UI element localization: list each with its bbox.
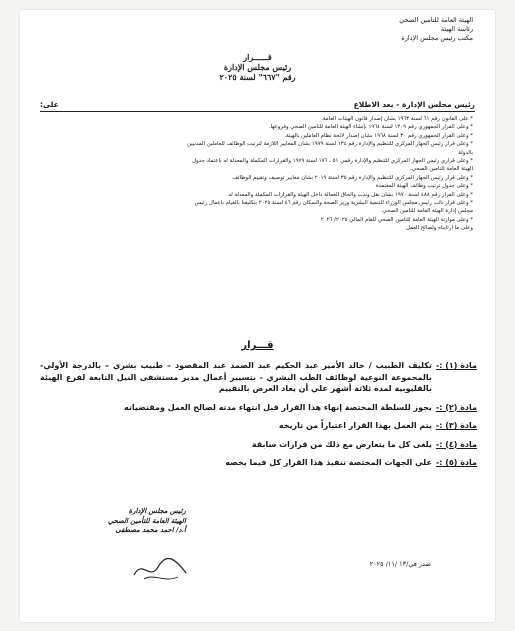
title-issuer: رئيس مجلس الإدارة bbox=[223, 62, 292, 72]
preamble-item: * وعلى جدول ترتيب وظائف الهيئة المعتمدة bbox=[375, 183, 473, 190]
article-label: مادة (٣) :- bbox=[435, 421, 477, 430]
preamble-heading-tail: على: bbox=[40, 100, 59, 109]
letterhead bbox=[399, 16, 473, 43]
article-2 bbox=[40, 402, 477, 414]
document-page bbox=[20, 10, 495, 622]
preamble-item: * وعلى موازنة الهيئة العامة للتأمين الصحي للعام المالي ٢٠٢٥/ ٢٠٢٦ bbox=[320, 216, 473, 223]
article-text: يتم العمل بهذا القرار اعتباراً من تاريخه bbox=[278, 421, 432, 430]
preamble-item: وعلى ما ارتأيناه ولصالح العمل bbox=[406, 225, 473, 232]
article-1 bbox=[40, 360, 477, 395]
article-5 bbox=[40, 457, 477, 469]
article-label: مادة (٥) :- bbox=[435, 458, 477, 467]
preamble-item: * على القانون رقم ٦١ لسنة ١٩٦٣ بشأن إصدار قانون الهيئات العامة. bbox=[321, 116, 473, 122]
handwritten-signature-mark bbox=[130, 555, 190, 585]
preamble-heading-main: رئيس مجلس الإدارة - بعد الاطلاع bbox=[353, 100, 475, 109]
article-text: يجوز للسلطة المختصة إنهاء هذا القرار قبل انتهاء مدته لصالح العمل ومقتضياته bbox=[123, 402, 432, 412]
decree-heading: قـــرار bbox=[241, 340, 274, 351]
article-4 bbox=[40, 439, 477, 451]
signature-name: أ.د/ احمد محمد مصطفى bbox=[115, 526, 186, 534]
article-3 bbox=[40, 420, 477, 432]
letterhead-line-2: رئاسة الهيئة bbox=[440, 25, 473, 33]
preamble-item: * وعلى القرار الجمهوري رقم ١٢٠٩ لسنة ١٩٦٤ بإنشاء الهيئة العامة للتأمين الصحي وفروعها. bbox=[268, 124, 473, 131]
preamble-item: * وعلى القرار الجمهوري رقم ٣٠ لسنة ١٩٦٨ بشأن إصدار لائحة نظام العاملين بالهيئة. bbox=[284, 132, 473, 139]
signature-org: الهيئة العامة للتأمين الصحي bbox=[108, 516, 186, 525]
signature-title: رئيس مجلس الإدارة bbox=[128, 507, 186, 515]
preamble-item: بالدولة bbox=[458, 149, 473, 156]
signature-block bbox=[108, 507, 186, 536]
decree-title bbox=[20, 52, 495, 82]
preamble-heading bbox=[40, 100, 475, 109]
preamble-item: * وعلى قرار رئيس الجهاز المركزي للتنظيم والإدارة رقم ١٣٤ لسنة ١٩٧٩ بشأن المعايير اللازمة لترتيب الوظائف للعاملين المدنيين bbox=[187, 141, 473, 148]
article-label: مادة (٢) :- bbox=[435, 402, 477, 412]
letterhead-line-3: مكتب رئيس مجلس الإدارة bbox=[401, 34, 473, 42]
article-label: مادة (٤) :- bbox=[435, 439, 477, 449]
letterhead-line-1: الهيئة العامة للتامين الصحي bbox=[399, 16, 473, 24]
articles-list bbox=[40, 360, 477, 476]
preamble-item: مجلس إدارة الهيئة العامة للتأمين الصحي. bbox=[380, 208, 473, 215]
preamble-item: * وعلى قراري رئيس الجهاز المركزي للتنظيم والإدارة رقمي ٥١ ، ١٧٦ لسنة ١٩٧٩ والقرارات المكملة والمعدلة له باعتماد جدول bbox=[192, 157, 473, 164]
preamble-item: * وعلى قرار رئيس الجهاز المركزي للتنظيم والإدارة رقم ٣٥ لسنة ٢٠١٩ بشأن معايير توصيف وتقييم الوظائف bbox=[232, 174, 473, 181]
article-text: علي الجهات المختصة تنفيذ هذا القرار كل فيما يخصه bbox=[225, 458, 432, 467]
article-text: تكليف الطبيب / خالد الأمير عبد الحكيم عبد الصمد عبد المقصود – طبيب بشري – بالدرجة الأولي- بالمجموعة النوعية لوظائف الطب البشري - بتسيير أعمال مدير مستشفى النيل التابعة لفرع الهيئة بالقليوبية لمدة ثلاثة أشهر علي أن يعاد العرض بالتقييم bbox=[40, 361, 432, 393]
preamble-item: الهيئة العامة للتأمين الصحي. bbox=[410, 166, 473, 173]
preamble-item: * وعلى قرار نائب رئيس مجلس الوزراء للتنمية البشرية وزير الصحة والسكان رقم ٤٦ لسنة ٢٠٢٥ بتكليفنا بالقيام بأعمال رئيس bbox=[194, 199, 473, 206]
preamble-item: * وعلى القرار رقم ٤٨٨ لسنة ١٩٧٠ بشأن نقل ونذب والحاق العمالة داخل الهيئة والقرارات المكملة والمعدلة له bbox=[228, 191, 473, 198]
title-number: رقم "٦٦٧" لسنة ٢٠٢٥ bbox=[219, 72, 296, 82]
heading-underline bbox=[40, 111, 475, 112]
article-text: يلغى كل ما يتعارض مع ذلك من قرارات سابقة bbox=[251, 439, 432, 449]
issue-date: صدر في/١٣ /١١/ ٢٠٢٥ bbox=[369, 560, 431, 568]
article-label: مادة (١) :- bbox=[435, 361, 477, 370]
preamble-list bbox=[60, 116, 473, 233]
title-word: قــــــرار bbox=[243, 52, 272, 62]
